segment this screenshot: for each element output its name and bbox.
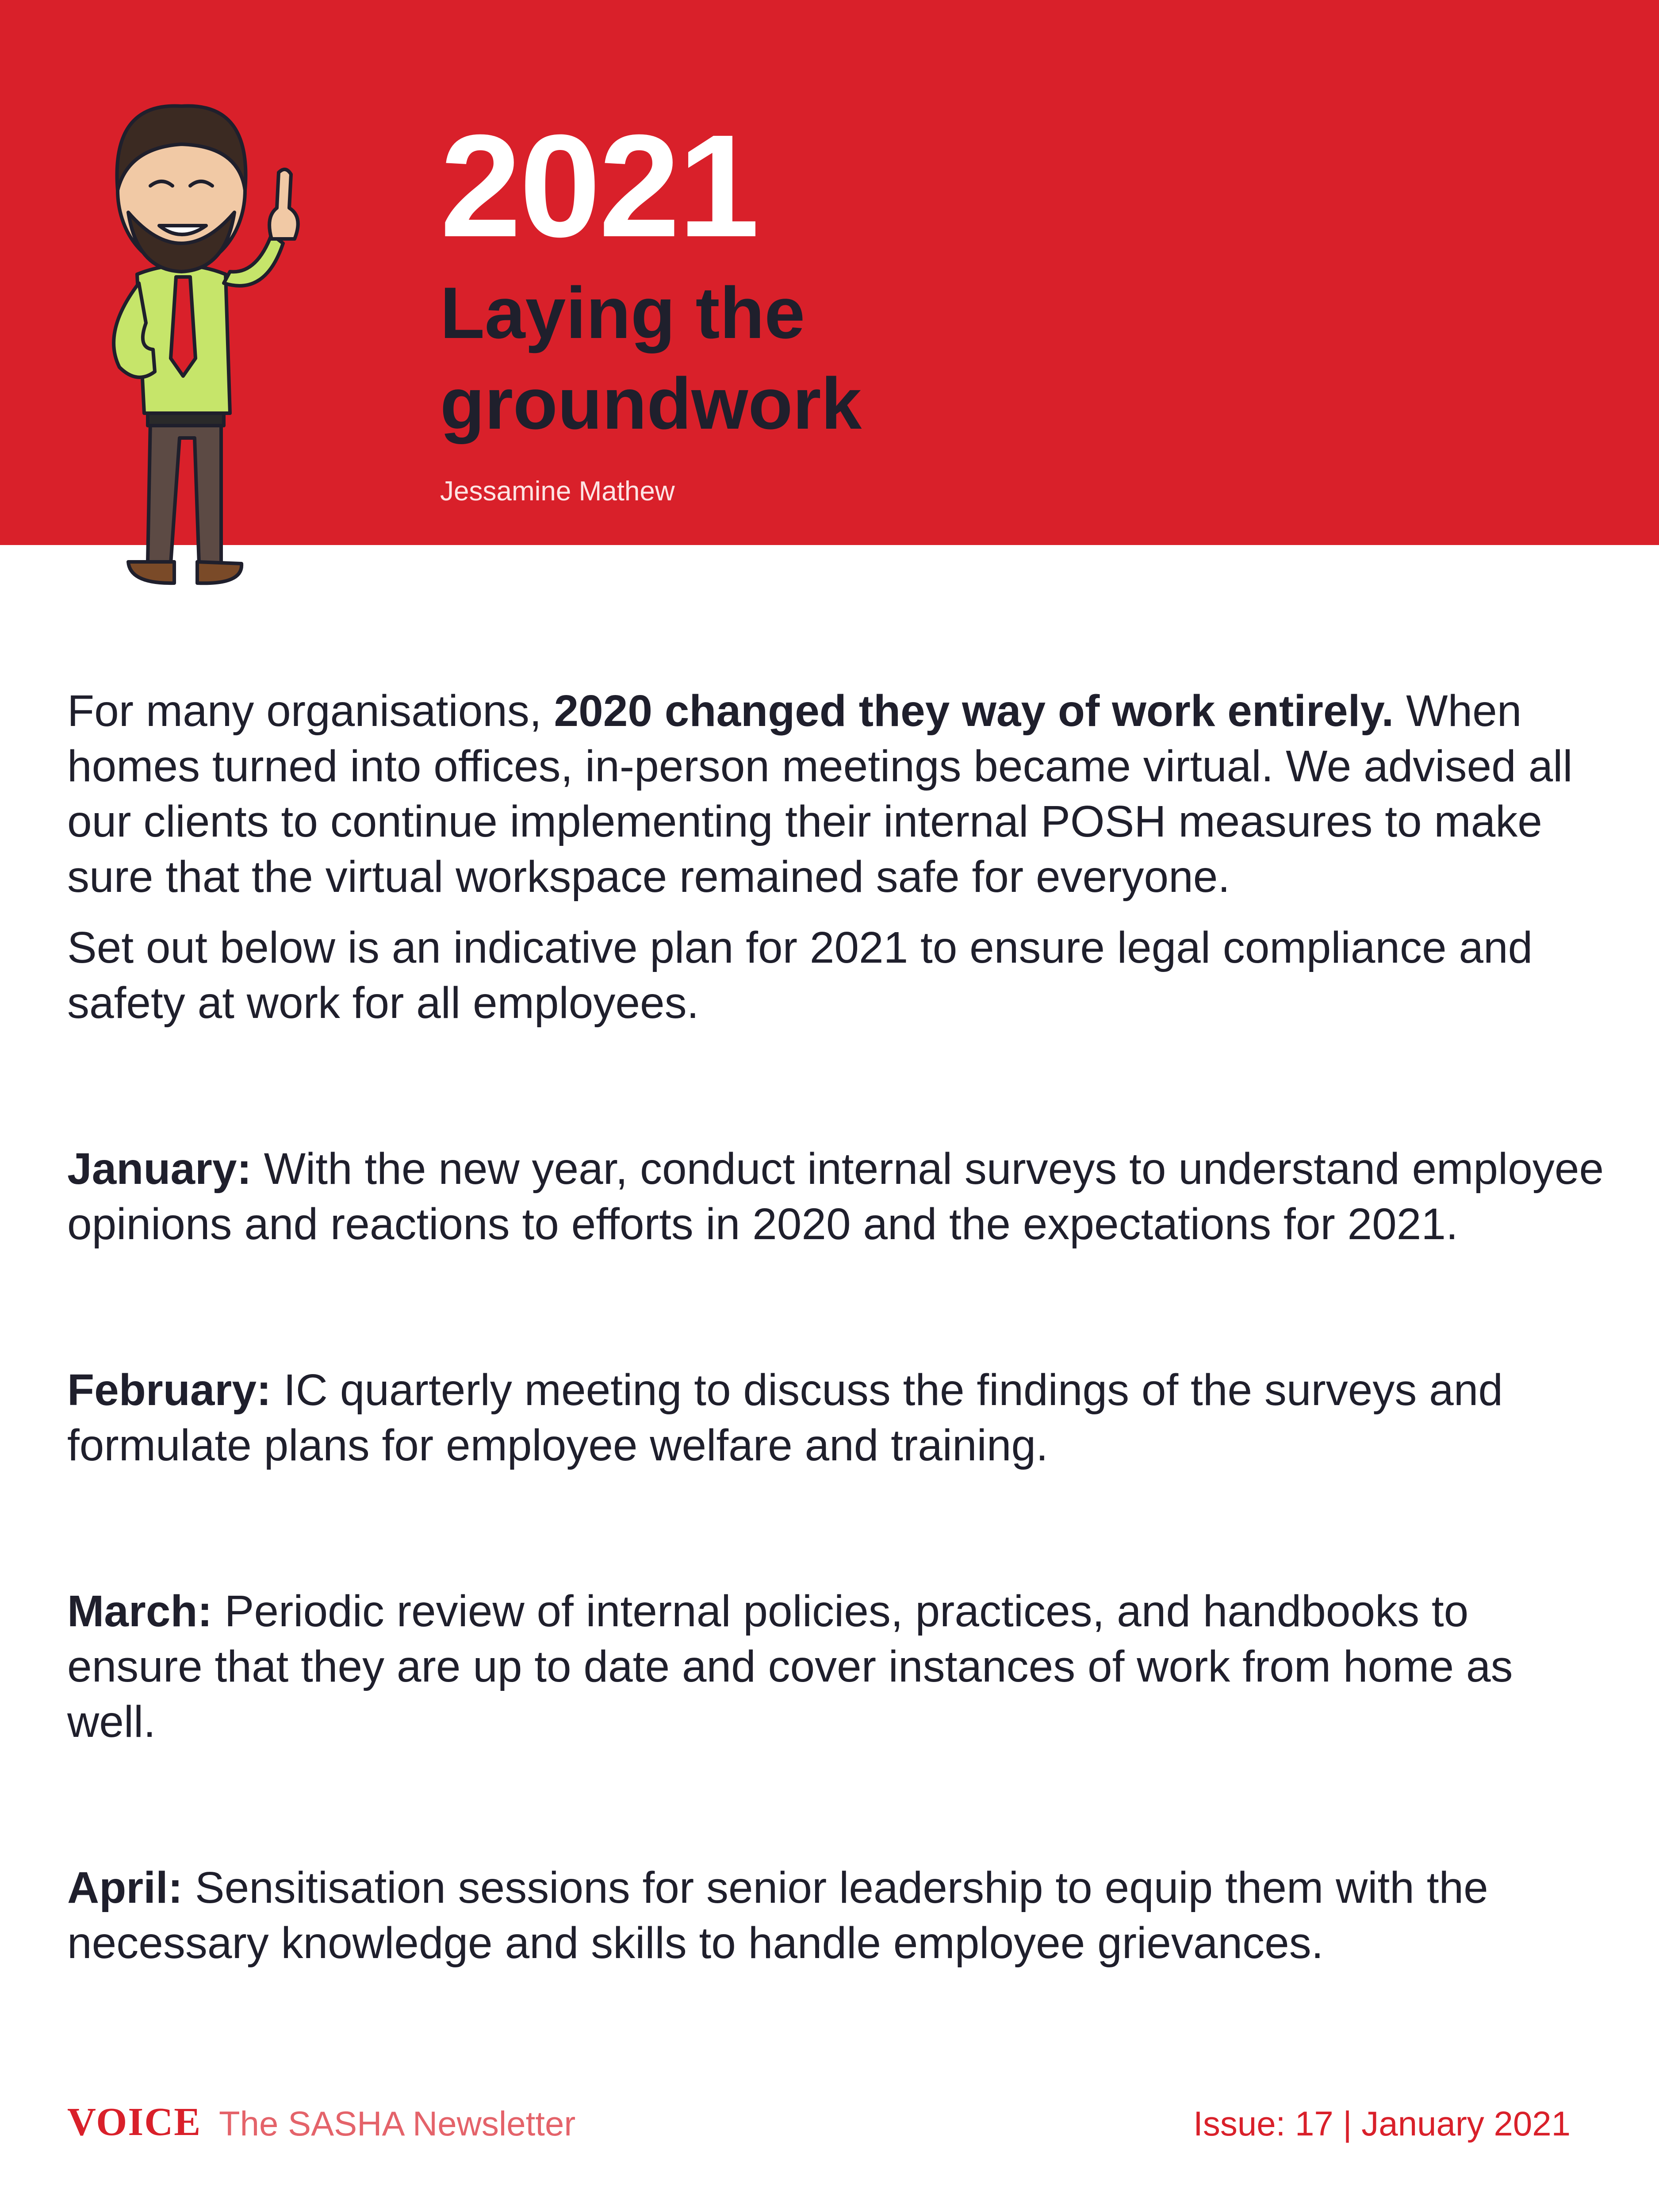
article-body: [67, 684, 1606, 1971]
plan-text: Sensitisation sessions for senior leadership to equip them with the necessary knowledge and skills to handle employee grievances.: [67, 1863, 1488, 1968]
plan-month: March:: [67, 1586, 212, 1636]
plan-item-january: [67, 1141, 1606, 1252]
plan-item-april: [67, 1860, 1606, 1971]
page-title: Laying the groundwork: [440, 272, 862, 444]
page-year: 2021: [440, 104, 758, 267]
plan-item-february: [67, 1363, 1606, 1473]
plan-text: With the new year, conduct internal surveys to understand employee opinions and reactions to efforts in 2020 and the expectations for 2021.: [67, 1144, 1604, 1249]
intro-highlight: 2020 changed they way of work entirely.: [554, 686, 1394, 736]
footer-issue-info: Issue: 17 | January 2021: [1193, 2104, 1571, 2143]
plan-month: April:: [67, 1863, 183, 1912]
cartoon-man-pointing-icon: [66, 66, 385, 624]
intro-paragraph-2: Set out below is an indicative plan for 2021 to ensure legal compliance and safety at work for all employees.: [67, 923, 1533, 1028]
footer-subtitle: The SASHA Newsletter: [219, 2104, 576, 2143]
plan-text: Periodic review of internal policies, practices, and handbooks to ensure that they are up to date and cover instances of work from home as well.: [67, 1586, 1513, 1747]
intro-paragraph-1: For many organisations, 2020 changed they way of work entirely. When homes turned into offices, in-person meetings became virtual. We advised all our clients to continue implementing their internal POSH measures to make sure that the virtual workspace remained safe for everyone.: [67, 686, 1573, 902]
plan-month: February:: [67, 1365, 272, 1415]
plan-month: January:: [67, 1144, 252, 1194]
plan-item-march: [67, 1584, 1606, 1750]
footer-brand-logo: VOICE: [67, 2100, 202, 2144]
author-name: Jessamine Mathew: [440, 476, 675, 507]
plan-text: IC quarterly meeting to discuss the findings of the surveys and formulate plans for employee welfare and training.: [67, 1365, 1503, 1470]
